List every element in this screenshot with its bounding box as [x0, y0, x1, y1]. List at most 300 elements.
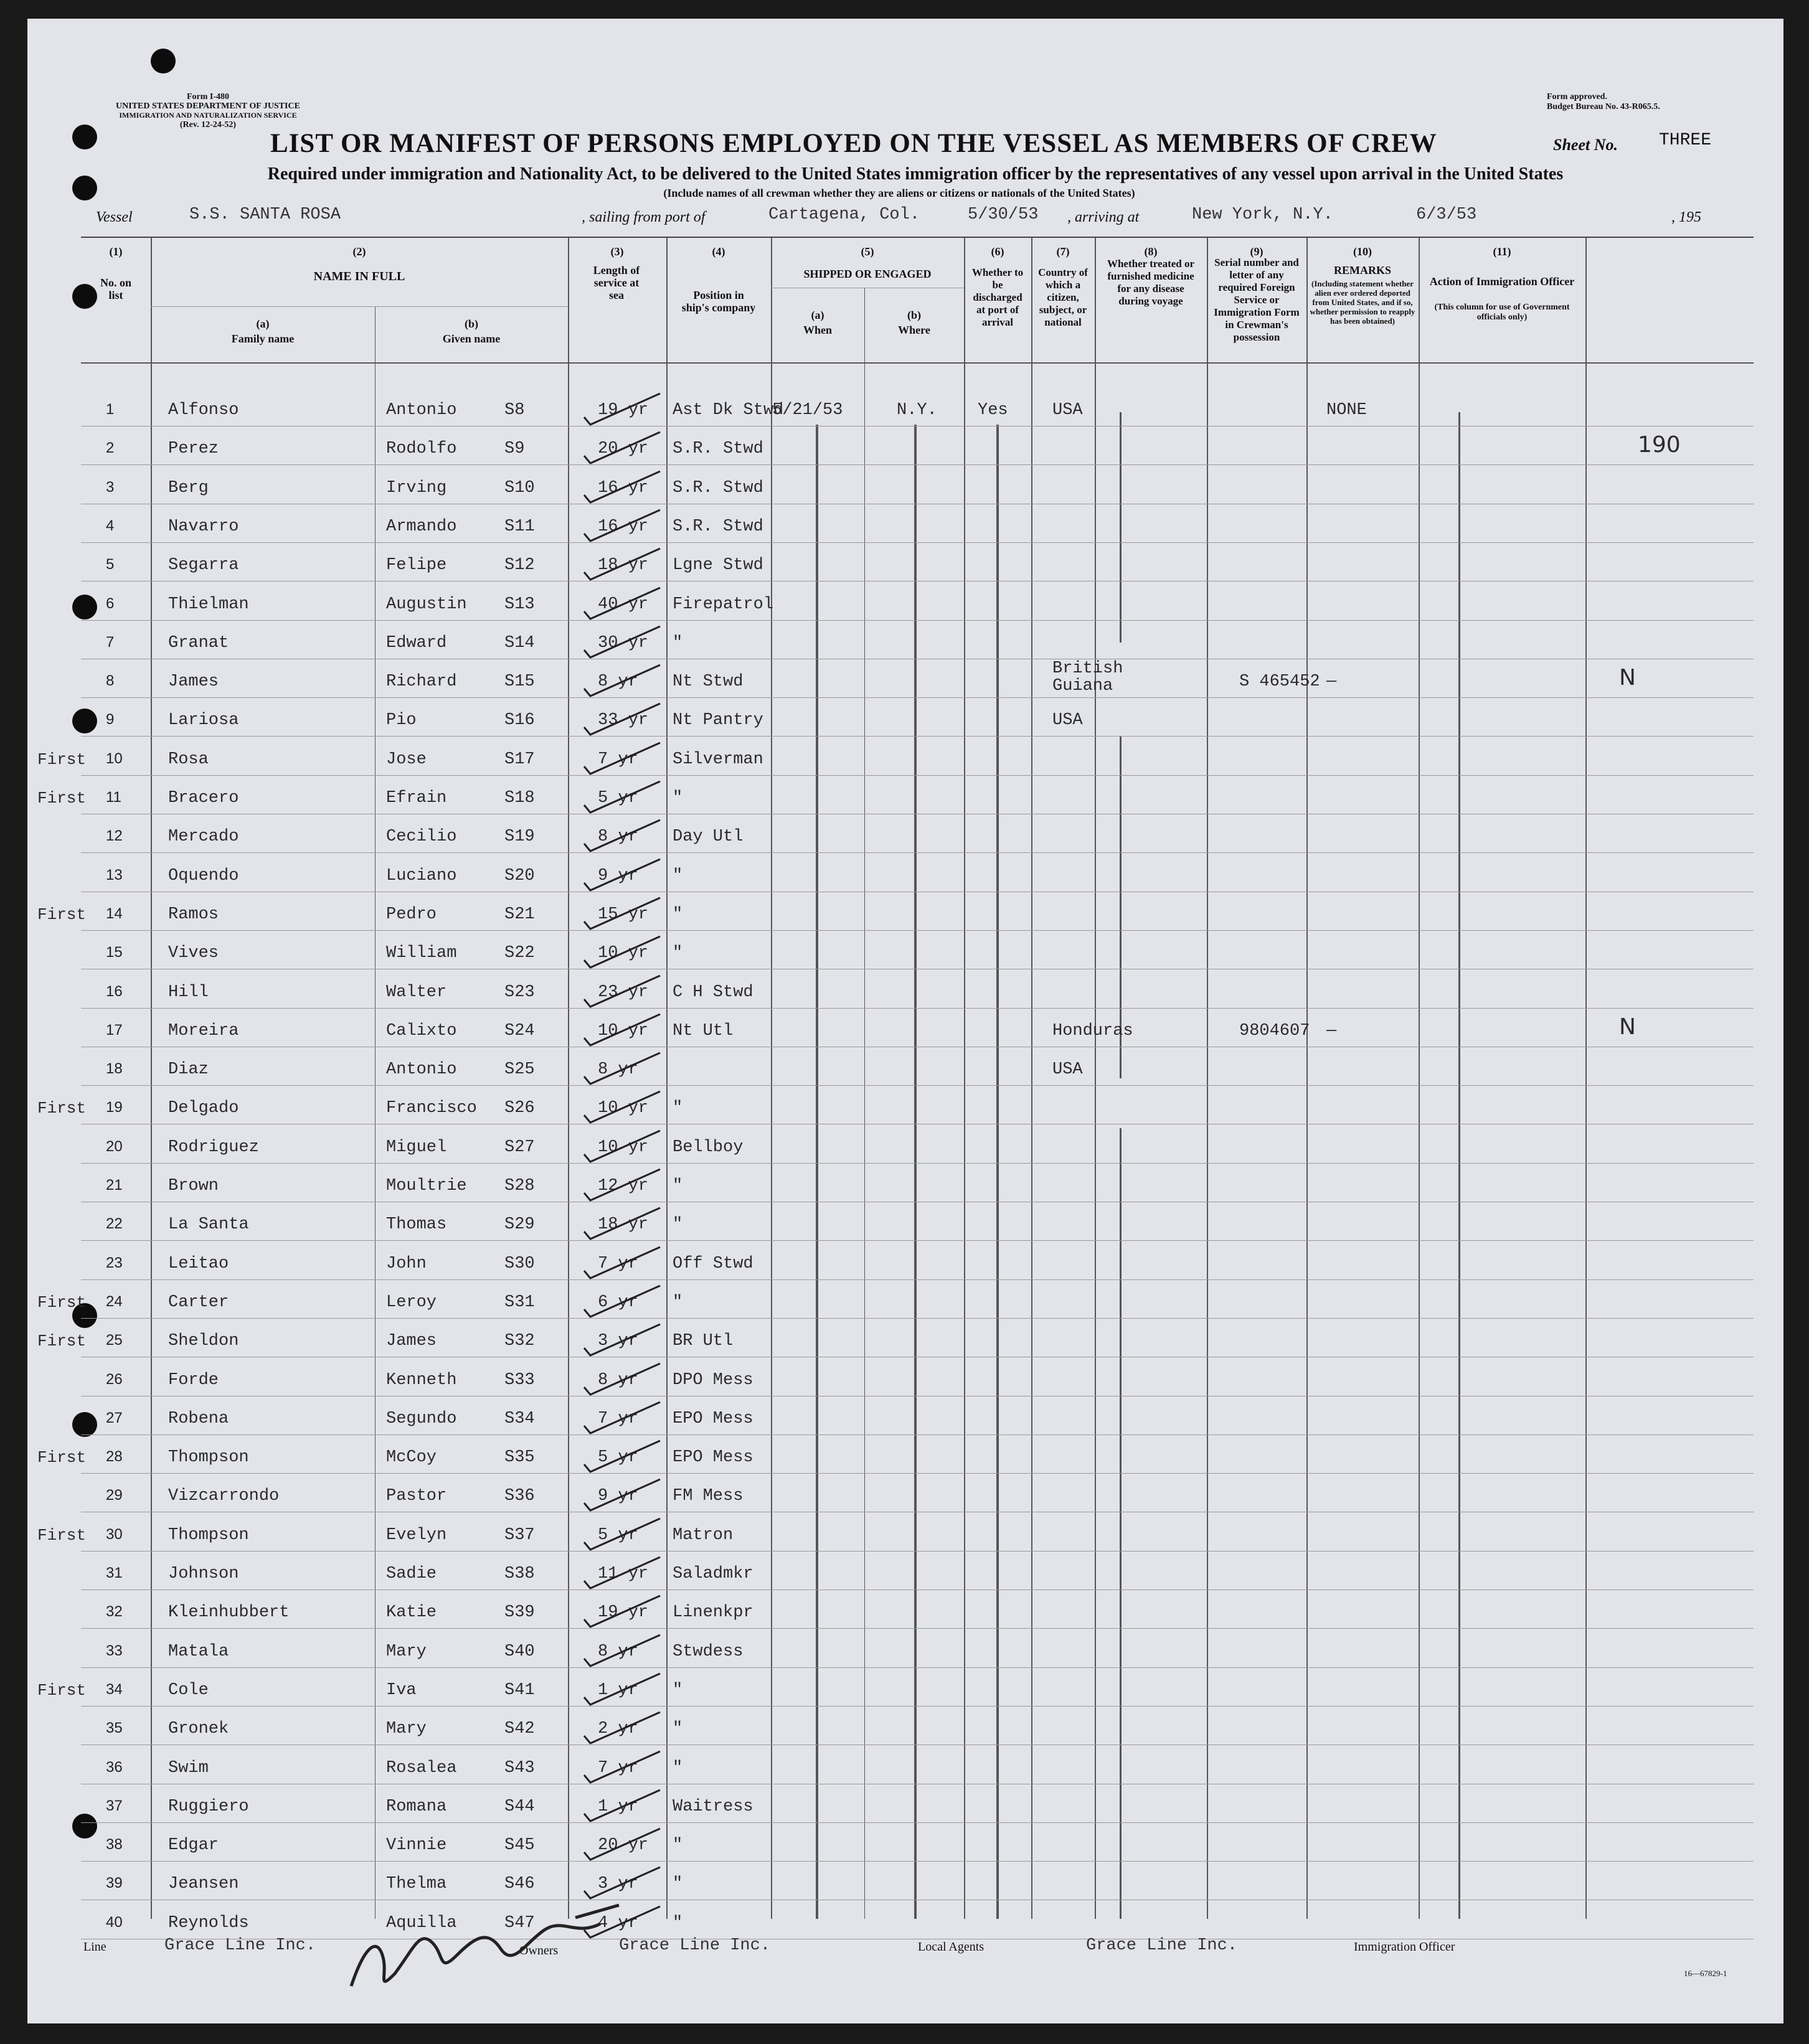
- given-name: Pio: [386, 711, 417, 730]
- table-row: [81, 1241, 1754, 1279]
- crew-id: S23: [504, 982, 535, 1002]
- family-name: Thompson: [168, 1448, 249, 1467]
- margin-note: First: [37, 1293, 87, 1312]
- sheet-number-label: Sheet No.: [1553, 136, 1618, 154]
- table-row: [81, 465, 1754, 504]
- family-name: Matala: [168, 1642, 229, 1661]
- col-4-number: (4): [712, 245, 725, 258]
- length-of-service: 10 yr: [598, 944, 649, 963]
- col-2a-header: Family name: [231, 332, 295, 345]
- length-of-service: 16 yr: [598, 478, 649, 497]
- crew-id: S31: [504, 1293, 535, 1312]
- length-of-service: 7 yr: [598, 1254, 638, 1273]
- length-of-service: 7 yr: [598, 750, 638, 769]
- crew-id: S24: [504, 1021, 535, 1040]
- family-name: Kleinhubbert: [168, 1603, 290, 1622]
- check-mark-icon: [579, 507, 666, 545]
- family-name: Edgar: [168, 1836, 219, 1855]
- given-name: Calixto: [386, 1021, 457, 1040]
- position: Silverman: [673, 750, 763, 769]
- crew-table: [37, 237, 1754, 1933]
- length-of-service: 8 yr: [598, 1370, 638, 1390]
- table-row: [81, 1124, 1754, 1163]
- family-name: Alfonso: [168, 401, 239, 420]
- position: ": [673, 1720, 683, 1739]
- given-name: Rodolfo: [386, 440, 457, 459]
- arriving-label: , arriving at: [1067, 209, 1140, 225]
- row-number: 16: [106, 982, 123, 1000]
- row-number: 33: [106, 1642, 123, 1659]
- crew-id: S10: [504, 478, 535, 497]
- table-row: [81, 1008, 1754, 1047]
- position: Nt Pantry: [673, 711, 763, 730]
- given-name: Kenneth: [386, 1370, 457, 1390]
- given-name: Pastor: [386, 1487, 447, 1506]
- length-of-service: 1 yr: [598, 1797, 638, 1816]
- table-row: [81, 504, 1754, 542]
- table-row: [81, 1822, 1754, 1861]
- col-10-header: REMARKS: [1333, 264, 1391, 276]
- given-name: Pedro: [386, 905, 437, 924]
- shipped-when: 5/21/53: [772, 401, 843, 420]
- col-2b-letter: (b): [465, 318, 478, 330]
- row-number: 5: [106, 556, 115, 573]
- position: ": [673, 1836, 683, 1855]
- margin-note: First: [37, 1525, 87, 1545]
- given-name: Thomas: [386, 1215, 447, 1235]
- table-row: [81, 1629, 1754, 1667]
- remarks: NONE: [1326, 401, 1367, 420]
- manifest-sheet: [27, 19, 1783, 2023]
- family-name: Bracero: [168, 789, 239, 808]
- col-11-header: Action of Immigration Officer: [1429, 275, 1575, 288]
- row-number: 4: [106, 517, 115, 534]
- crew-id: S33: [504, 1370, 535, 1390]
- row-number: 17: [106, 1021, 123, 1038]
- country: USA: [1052, 401, 1083, 420]
- row-number: 1: [106, 401, 115, 418]
- check-mark-icon: [579, 857, 666, 894]
- crew-id: S16: [504, 711, 535, 730]
- table-row: [81, 426, 1754, 464]
- family-name: La Santa: [168, 1215, 249, 1235]
- row-number: 30: [106, 1525, 123, 1543]
- page-title: LIST OR MANIFEST OF PERSONS EMPLOYED ON THE VESSEL AS MEMBERS OF CREW: [270, 129, 1437, 158]
- length-of-service: 7 yr: [598, 1409, 638, 1428]
- family-name: Diaz: [168, 1060, 209, 1080]
- position: ": [673, 633, 683, 652]
- vessel-line: [96, 205, 1759, 230]
- given-name: Miguel: [386, 1137, 447, 1157]
- position: ": [673, 1293, 683, 1312]
- row-number: 21: [106, 1177, 123, 1194]
- crew-id: S22: [504, 944, 535, 963]
- given-name: Iva: [386, 1680, 417, 1700]
- position: ": [673, 1215, 683, 1235]
- row-number: 12: [106, 827, 123, 845]
- check-mark-icon: [579, 585, 666, 623]
- given-name: Rosalea: [386, 1758, 457, 1778]
- row-number: 13: [106, 866, 123, 883]
- crew-id: S12: [504, 556, 535, 575]
- given-name: Vinnie: [386, 1836, 447, 1855]
- check-mark-icon: [579, 1749, 666, 1786]
- row-number: 36: [106, 1758, 123, 1776]
- row-number: 8: [106, 672, 115, 690]
- table-row: [81, 620, 1754, 659]
- margin-note: First: [37, 1332, 87, 1351]
- given-name: Irving: [386, 478, 447, 497]
- check-mark-icon: [579, 740, 666, 778]
- subtitle: Required under immigration and Nationality Act, to be delivered to the United States immigration officer by the representatives of any vessel upon arrival in the United States: [267, 164, 1564, 184]
- serial-number: S 465452: [1239, 672, 1320, 692]
- margin-note: First: [37, 1680, 87, 1700]
- length-of-service: 19 yr: [598, 1603, 649, 1622]
- position: EPO Mess: [673, 1409, 753, 1428]
- check-mark-icon: [579, 1128, 666, 1166]
- given-name: Walter: [386, 982, 447, 1002]
- position: ": [673, 789, 683, 808]
- given-name: Aquilla: [386, 1913, 457, 1933]
- col-1-number: (1): [109, 245, 123, 258]
- col-3-number: (3): [610, 245, 624, 258]
- row-number: 37: [106, 1797, 123, 1814]
- sailing-label: , sailing from port of: [582, 209, 706, 225]
- check-mark-icon: [579, 1787, 666, 1825]
- family-name: Berg: [168, 478, 209, 497]
- crew-id: S17: [504, 750, 535, 769]
- col-6-number: (6): [991, 245, 1004, 258]
- crew-id: S30: [504, 1254, 535, 1273]
- family-name: Vizcarrondo: [168, 1487, 280, 1506]
- vessel-label: Vessel: [96, 209, 133, 225]
- check-mark-icon: [579, 1671, 666, 1708]
- row-number: 24: [106, 1293, 123, 1310]
- family-name: Rodriguez: [168, 1137, 259, 1157]
- family-name: Swim: [168, 1758, 209, 1778]
- given-name: Moultrie: [386, 1177, 467, 1195]
- check-mark-icon: [579, 469, 666, 506]
- length-of-service: 3 yr: [598, 1332, 638, 1351]
- family-name: Sheldon: [168, 1332, 239, 1351]
- family-name: Jeansen: [168, 1875, 239, 1894]
- given-name: Cecilio: [386, 827, 457, 847]
- arrival-date: 6/3/53: [1416, 205, 1477, 224]
- length-of-service: 11 yr: [598, 1565, 649, 1583]
- length-of-service: 18 yr: [598, 1215, 649, 1235]
- position: ": [673, 1758, 683, 1778]
- row-number: 3: [106, 478, 115, 496]
- crew-id: S29: [504, 1215, 535, 1235]
- check-mark-icon: [579, 1205, 666, 1243]
- crew-id: S36: [504, 1487, 535, 1506]
- crew-id: S45: [504, 1836, 535, 1855]
- department-name: UNITED STATES DEPARTMENT OF JUSTICE: [116, 101, 300, 111]
- given-name: Felipe: [386, 556, 447, 575]
- table-row: [81, 853, 1754, 892]
- check-mark-icon: [579, 1012, 666, 1049]
- crew-id: S14: [504, 633, 535, 652]
- position: Ast Dk Stwd: [673, 401, 784, 420]
- given-name: Sadie: [386, 1565, 437, 1583]
- table-row: [81, 1047, 1754, 1085]
- length-of-service: 20 yr: [598, 440, 649, 459]
- table-row: [81, 1784, 1754, 1822]
- given-name: Luciano: [386, 866, 457, 885]
- remarks: —: [1326, 672, 1337, 692]
- remarks: —: [1326, 1021, 1337, 1040]
- table-row: [81, 1163, 1754, 1202]
- crew-id: S32: [504, 1332, 535, 1351]
- table-row: [37, 1667, 1754, 1706]
- check-mark-icon: [579, 1167, 666, 1204]
- shipped-where: N.Y.: [897, 401, 937, 420]
- family-name: Robena: [168, 1409, 229, 1428]
- length-of-service: 2 yr: [598, 1720, 638, 1739]
- row-number: 40: [106, 1913, 123, 1931]
- length-of-service: 8 yr: [598, 827, 638, 847]
- given-name: Thelma: [386, 1875, 447, 1894]
- crew-id: S28: [504, 1177, 535, 1195]
- table-row: [81, 659, 1754, 697]
- col-10-number: (10): [1353, 245, 1372, 258]
- col-2-number: (2): [352, 245, 366, 258]
- family-name: Oquendo: [168, 866, 239, 885]
- position: FM Mess: [673, 1487, 744, 1506]
- length-of-service: 8 yr: [598, 1060, 638, 1080]
- row-number: 34: [106, 1680, 123, 1698]
- family-name: Brown: [168, 1177, 219, 1195]
- subtitle-note: (Include names of all crewman whether they are aliens or citizens or nationals of the United States): [663, 187, 1135, 199]
- given-name: Evelyn: [386, 1525, 447, 1545]
- row-number: 32: [106, 1603, 123, 1621]
- crew-id: S39: [504, 1603, 535, 1622]
- table-row: [37, 737, 1754, 775]
- budget-number: Budget Bureau No. 43-R065.5.: [1547, 102, 1660, 111]
- length-of-service: 18 yr: [598, 556, 649, 575]
- check-mark-icon: [579, 895, 666, 933]
- given-name: William: [386, 944, 457, 963]
- crew-id: S20: [504, 866, 535, 885]
- length-of-service: 4 yr: [598, 1913, 638, 1933]
- length-of-service: 6 yr: [598, 1293, 638, 1312]
- given-name: Francisco: [386, 1099, 477, 1118]
- serial-number: 9804607: [1239, 1021, 1310, 1040]
- check-mark-icon: [579, 1050, 666, 1088]
- family-name: Vives: [168, 944, 219, 963]
- row-number: 15: [106, 944, 123, 961]
- position: ": [673, 1680, 683, 1700]
- discharged: Yes: [978, 401, 1008, 420]
- col-2-header: NAME IN FULL: [313, 270, 405, 283]
- check-mark-icon: [579, 817, 666, 855]
- check-mark-icon: [579, 1438, 666, 1476]
- row-number: 10: [106, 750, 123, 767]
- family-name: Thompson: [168, 1525, 249, 1545]
- position: Bellboy: [673, 1137, 744, 1157]
- family-name: Navarro: [168, 517, 239, 536]
- check-mark-icon: [579, 779, 666, 816]
- table-row: [81, 969, 1754, 1008]
- departure-port: Cartagena, Col.: [768, 205, 920, 224]
- position: Firepatrol: [673, 595, 774, 614]
- table-row: [81, 1357, 1754, 1396]
- length-of-service: 16 yr: [598, 517, 649, 536]
- length-of-service: 10 yr: [598, 1021, 649, 1040]
- position: ": [673, 905, 683, 924]
- row-number: 18: [106, 1060, 123, 1078]
- check-mark-icon: [579, 1477, 666, 1514]
- position: Lgne Stwd: [673, 556, 763, 575]
- line-label: Line: [83, 1940, 106, 1954]
- col-6-header: Whether to be discharged at port of arrival: [971, 266, 1024, 328]
- col-8-header: Whether treated or furnished medicine for any disease during voyage: [1107, 258, 1195, 307]
- crew-id: S37: [504, 1525, 535, 1545]
- crew-id: S42: [504, 1720, 535, 1739]
- col-3-header: Length of service at sea: [593, 264, 640, 301]
- family-name: Ruggiero: [168, 1797, 249, 1816]
- position: ": [673, 944, 683, 963]
- check-mark-icon: [579, 701, 666, 738]
- position: Waitress: [673, 1797, 753, 1816]
- length-of-service: 8 yr: [598, 672, 638, 692]
- given-name: Jose: [386, 750, 427, 769]
- position: DPO Mess: [673, 1370, 753, 1390]
- family-name: Cole: [168, 1680, 209, 1700]
- table-row: [81, 1396, 1754, 1434]
- given-name: McCoy: [386, 1448, 437, 1467]
- position: ": [673, 1913, 683, 1933]
- family-name: Leitao: [168, 1254, 229, 1273]
- row-number: 2: [106, 440, 115, 457]
- punch-hole: [151, 49, 176, 73]
- crew-id: S46: [504, 1875, 535, 1894]
- agents-label: Local Agents: [918, 1940, 985, 1954]
- crew-id: S40: [504, 1642, 535, 1661]
- row-number: 9: [106, 711, 115, 728]
- length-of-service: 19 yr: [598, 401, 649, 420]
- crew-id: S11: [504, 517, 535, 536]
- check-mark-icon: [579, 1710, 666, 1747]
- position: EPO Mess: [673, 1448, 753, 1467]
- position: BR Utl: [673, 1332, 734, 1351]
- row-number: 20: [106, 1137, 123, 1155]
- col-5-header: SHIPPED OR ENGAGED: [803, 268, 932, 280]
- country: Honduras: [1052, 1021, 1133, 1040]
- crew-id: S41: [504, 1680, 535, 1700]
- given-name: Armando: [386, 517, 457, 536]
- given-name: Romana: [386, 1797, 447, 1816]
- position: ": [673, 866, 683, 885]
- crew-id: S18: [504, 789, 535, 808]
- given-name: John: [386, 1254, 427, 1273]
- given-name: Katie: [386, 1603, 437, 1622]
- row-number: 38: [106, 1836, 123, 1853]
- col-9-number: (9): [1250, 245, 1263, 258]
- table-row: [37, 892, 1754, 930]
- table-row: [81, 1861, 1754, 1900]
- check-mark-icon: [579, 1593, 666, 1631]
- check-mark-icon: [579, 430, 666, 467]
- vessel-name: S.S. SANTA ROSA: [189, 205, 341, 224]
- col-11-number: (11): [1493, 245, 1511, 258]
- row-number: 25: [106, 1332, 123, 1349]
- table-row: [81, 387, 1754, 426]
- table-row: [81, 930, 1754, 969]
- form-number: Form I-480: [186, 92, 230, 101]
- given-name: James: [386, 1332, 437, 1351]
- check-mark-icon: [579, 1245, 666, 1282]
- arrival-port: New York, N.Y.: [1192, 205, 1333, 224]
- form-revision: (Rev. 12-24-52): [179, 120, 237, 130]
- col-11-note: (This column for use of Government officials only): [1434, 303, 1570, 322]
- given-name: Efrain: [386, 789, 447, 808]
- crew-id: S19: [504, 827, 535, 847]
- family-name: Lariosa: [168, 711, 239, 730]
- check-mark-icon: [579, 1555, 666, 1592]
- family-name: Mercado: [168, 827, 239, 847]
- col-8-number: (8): [1144, 245, 1158, 258]
- given-name: Segundo: [386, 1409, 457, 1428]
- given-name: Augustin: [386, 595, 467, 614]
- family-name: Gronek: [168, 1720, 229, 1739]
- crew-id: S47: [504, 1913, 535, 1933]
- departure-date: 5/30/53: [968, 205, 1039, 224]
- crew-id: S26: [504, 1099, 535, 1118]
- form-header-block: [83, 92, 333, 130]
- owners-label: Owners: [519, 1944, 559, 1957]
- given-name: Mary: [386, 1720, 427, 1739]
- table-row: [37, 1085, 1754, 1124]
- crew-id: S38: [504, 1565, 535, 1583]
- row-number: 26: [106, 1370, 123, 1388]
- signature: [339, 1880, 638, 2005]
- table-row: [81, 1745, 1754, 1784]
- length-of-service: 5 yr: [598, 1448, 638, 1467]
- form-approval-block: [1547, 92, 1660, 112]
- crew-id: S21: [504, 905, 535, 924]
- length-of-service: 8 yr: [598, 1642, 638, 1661]
- length-of-service: 9 yr: [598, 1487, 638, 1506]
- agents-value: Grace Line Inc.: [1086, 1936, 1238, 1955]
- crew-id: S9: [504, 440, 525, 459]
- margin-note: First: [37, 750, 87, 769]
- table-row: [81, 1590, 1754, 1628]
- line-value: Grace Line Inc.: [164, 1936, 316, 1955]
- position: S.R. Stwd: [673, 517, 763, 536]
- length-of-service: 10 yr: [598, 1099, 649, 1118]
- owners-value: Grace Line Inc.: [619, 1936, 771, 1955]
- family-name: Carter: [168, 1293, 229, 1312]
- given-name: Antonio: [386, 1060, 457, 1080]
- position: ": [673, 1875, 683, 1894]
- given-name: Edward: [386, 633, 447, 652]
- crew-id: S25: [504, 1060, 535, 1080]
- family-name: Johnson: [168, 1565, 239, 1583]
- family-name: James: [168, 672, 219, 692]
- col-5a-header: When: [803, 324, 832, 336]
- check-mark-icon: [579, 546, 666, 583]
- crew-id: S43: [504, 1758, 535, 1778]
- check-mark-icon: [579, 973, 666, 1010]
- position: ": [673, 1099, 683, 1118]
- position: Day Utl: [673, 827, 744, 847]
- col-9-header: Serial number and letter of any required Foreign Service or Immigration Form in Crewman's possession: [1214, 257, 1300, 343]
- given-name: Mary: [386, 1642, 427, 1661]
- family-name: Hill: [168, 982, 209, 1002]
- country: USA: [1052, 1060, 1083, 1080]
- check-mark-icon: [579, 1632, 666, 1670]
